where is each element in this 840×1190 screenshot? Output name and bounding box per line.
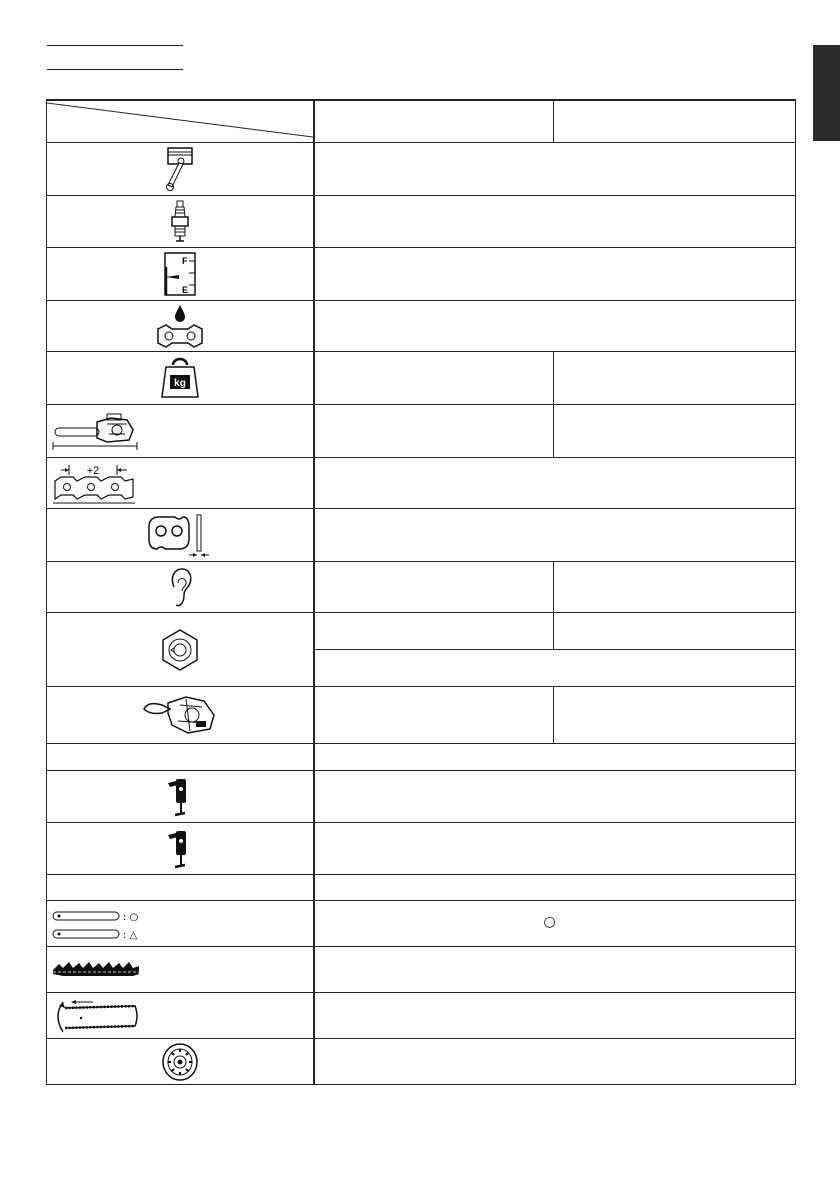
guide-bar-icon (47, 904, 313, 944)
saw-chain-icon (47, 958, 313, 982)
label-cell (47, 875, 314, 901)
value-cell-a (314, 687, 554, 744)
header-underline-bottom (47, 69, 183, 70)
table-row (47, 405, 796, 458)
diagonal-divider (47, 101, 313, 139)
weight-icon (47, 355, 313, 401)
label-cell (47, 744, 314, 771)
value-cell-b (554, 352, 796, 405)
table-row (47, 196, 796, 248)
bar-mark-triangle: : △ (123, 929, 138, 941)
value-cell (314, 947, 796, 993)
table-row (47, 458, 796, 509)
value-cell (314, 901, 796, 947)
nut-icon (47, 628, 313, 672)
value-cell-b (554, 562, 796, 613)
value-cell (314, 196, 796, 248)
table-row (47, 509, 796, 562)
table-row (47, 301, 796, 352)
value-cell (314, 823, 796, 875)
table-row (47, 562, 796, 613)
header-underline-top (47, 45, 183, 46)
value-cell-a (314, 405, 554, 458)
chainsaw-dimensions-icon (47, 410, 313, 452)
ear-sound-icon (47, 565, 313, 609)
table-row (47, 352, 796, 405)
chain-direction-icon (47, 996, 313, 1036)
table-row (47, 744, 796, 771)
spark-plug-icon (47, 200, 313, 244)
table-row (47, 143, 796, 196)
table-row (47, 248, 796, 301)
value-cell-a (314, 352, 554, 405)
value-cell (314, 744, 796, 771)
header-model-b (554, 100, 796, 143)
chainsaw-vibration-icon (47, 691, 313, 739)
value-cell (314, 1039, 796, 1085)
spec-table (46, 99, 796, 1085)
value-cell-a (314, 613, 554, 650)
sprocket-icon (47, 1042, 313, 1082)
value-cell (314, 248, 796, 301)
value-cell-b (554, 687, 796, 744)
value-cell (314, 993, 796, 1039)
table-row (47, 771, 796, 823)
circle-symbol: ○ (543, 913, 556, 930)
gauge-empty-label: E (181, 285, 188, 295)
value-cell (314, 301, 796, 352)
weight-unit-label: kg (173, 378, 186, 389)
bar-mark-circle: : ○ (123, 911, 139, 923)
value-cell (314, 509, 796, 562)
gauge-full-label: F (181, 256, 188, 266)
table-row (47, 947, 796, 993)
piston-icon (47, 145, 313, 193)
chain-pitch-icon (47, 461, 313, 505)
table-row (47, 875, 796, 901)
chain-oil-icon (47, 303, 313, 349)
value-cell (314, 771, 796, 823)
value-cell (314, 458, 796, 509)
header-model-a (314, 100, 554, 143)
pitch-label: +2 (86, 465, 100, 477)
carburetor-adjust-icon (47, 775, 313, 819)
table-row (47, 823, 796, 875)
table-header-row (47, 100, 796, 143)
table-row (47, 1039, 796, 1085)
chain-gauge-icon (47, 511, 313, 559)
value-cell-a (314, 562, 554, 613)
table-row (47, 993, 796, 1039)
value-cell (314, 143, 796, 196)
value-cell (314, 875, 796, 901)
value-cell (314, 650, 796, 687)
table-row (47, 901, 796, 947)
table-row (47, 687, 796, 744)
header-corner-cell (47, 100, 314, 143)
fuel-tank-icon (47, 251, 313, 297)
value-cell-b (554, 613, 796, 650)
value-cell-b (554, 405, 796, 458)
carburetor-adjust-icon (47, 827, 313, 871)
table-row (47, 613, 796, 650)
section-tab (813, 45, 840, 141)
